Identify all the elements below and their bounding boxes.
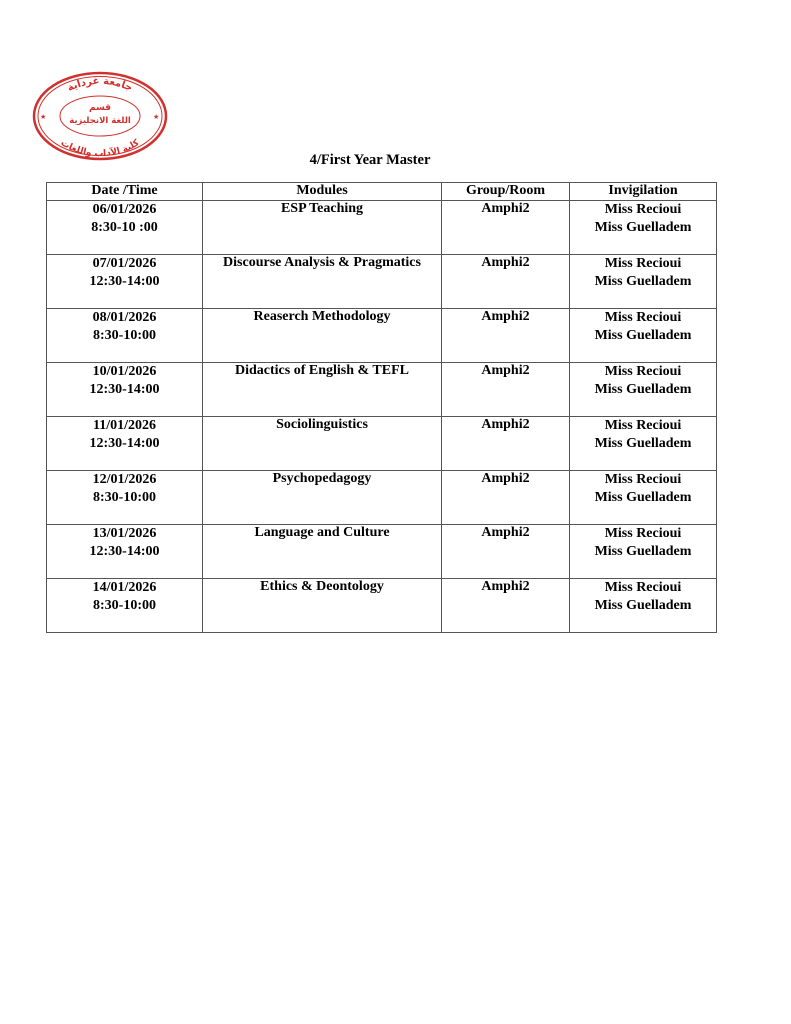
svg-text:جامعة غرداية [66,76,134,94]
exam-date: 10/01/2026 [92,364,157,379]
invigilator-1: Miss Recioui [604,364,682,379]
invigilation-cell [570,417,717,471]
invigilator-1: Miss Recioui [604,472,682,487]
module-cell: Discourse Analysis & Pragmatics [203,255,442,309]
exam-date: 07/01/2026 [92,256,157,271]
invigilator-2: Miss Guelladem [594,274,692,289]
module-cell: Reaserch Methodology [203,309,442,363]
invigilator-2: Miss Guelladem [594,436,692,451]
page-title: 4/First Year Master [309,152,431,168]
room-cell: Amphi2 [442,471,570,525]
date-time-cell [47,579,203,633]
module-cell: ESP Teaching [203,201,442,255]
table-row [47,417,717,471]
date-time-cell [47,201,203,255]
department-stamp [30,70,170,162]
exam-date: 06/01/2026 [92,202,157,217]
invigilation-cell [570,201,717,255]
header-invigilation: Invigilation [570,183,717,201]
stamp-text-top: جامعة غرداية [65,75,135,95]
exam-date: 14/01/2026 [92,580,157,595]
date-time-cell [47,309,203,363]
invigilator-2: Miss Guelladem [594,382,692,397]
room-cell: Amphi2 [442,201,570,255]
invigilator-1: Miss Recioui [604,256,682,271]
table-header-row [47,183,717,201]
module-cell: Psychopedagogy [203,471,442,525]
exam-time: 12:30-14:00 [89,382,160,397]
invigilator-2: Miss Guelladem [594,328,692,343]
module-cell: Didactics of English & TEFL [203,363,442,417]
star-icon: ★ [153,113,160,121]
stamp-text-bottom: كلية الآداب واللغات [58,138,142,160]
module-cell: Ethics & Deontology [203,579,442,633]
invigilator-1: Miss Recioui [604,418,682,433]
date-time-cell [47,417,203,471]
exam-time: 8:30-10:00 [93,598,156,613]
exam-time: 8:30-10:00 [93,490,156,505]
exam-date: 11/01/2026 [92,418,156,433]
table-row [47,309,717,363]
header-modules: Modules [203,183,442,201]
module-cell: Sociolinguistics [203,417,442,471]
exam-time: 12:30-14:00 [89,544,160,559]
invigilator-2: Miss Guelladem [594,220,692,235]
header-date-time: Date /Time [47,183,203,201]
invigilator-1: Miss Recioui [604,310,682,325]
exam-time: 8:30-10 :00 [91,220,158,235]
invigilator-1: Miss Recioui [604,526,682,541]
table-row [47,363,717,417]
room-cell: Amphi2 [442,579,570,633]
header-group-room: Group/Room [442,183,570,201]
exam-time: 12:30-14:00 [89,274,160,289]
table-row [47,525,717,579]
invigilation-cell [570,525,717,579]
room-cell: Amphi2 [442,309,570,363]
date-time-cell [47,525,203,579]
stamp-text-center: اللغة الانجليزية [69,116,131,126]
table-row [47,471,717,525]
invigilation-cell [570,579,717,633]
date-time-cell [47,471,203,525]
table-row [47,201,717,255]
stamp-text-middle: قسم [88,103,112,113]
exam-date: 12/01/2026 [92,472,157,487]
table-row [47,255,717,309]
module-cell: Language and Culture [203,525,442,579]
exam-date: 13/01/2026 [92,526,157,541]
invigilation-cell [570,309,717,363]
table-row [47,579,717,633]
room-cell: Amphi2 [442,363,570,417]
date-time-cell [47,363,203,417]
invigilation-cell [570,363,717,417]
room-cell: Amphi2 [442,417,570,471]
exam-schedule-table [46,182,717,633]
invigilator-2: Miss Guelladem [594,544,692,559]
room-cell: Amphi2 [442,255,570,309]
exam-time: 12:30-14:00 [89,436,160,451]
invigilator-2: Miss Guelladem [594,598,692,613]
invigilator-1: Miss Recioui [604,202,682,217]
room-cell: Amphi2 [442,525,570,579]
exam-date: 08/01/2026 [92,310,157,325]
invigilation-cell [570,255,717,309]
invigilator-1: Miss Recioui [604,580,682,595]
date-time-cell [47,255,203,309]
invigilator-2: Miss Guelladem [594,490,692,505]
exam-time: 8:30-10:00 [93,328,156,343]
star-icon: ★ [40,113,47,121]
invigilation-cell [570,471,717,525]
